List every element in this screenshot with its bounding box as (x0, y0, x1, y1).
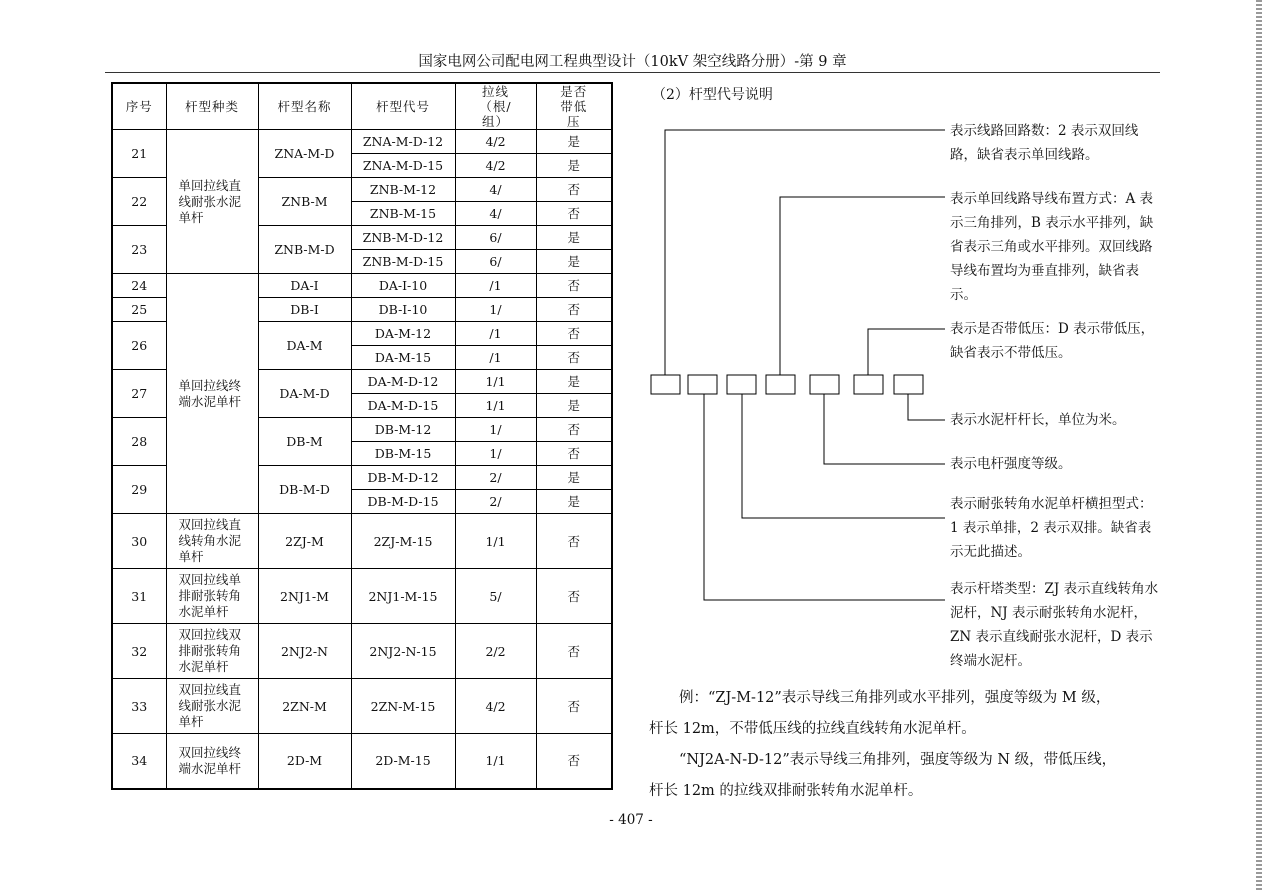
cell-pole-name: 2ZJ-M (258, 514, 351, 569)
cell-pole-code: ZNA-M-D-12 (351, 130, 455, 154)
cell-guy-count: /1 (455, 322, 536, 346)
cell-pole-name: DB-M-D (258, 466, 351, 514)
cell-pole-code: 2NJ2-N-15 (351, 624, 455, 679)
label-circuit-count: 表示线路回路数：2 表示双回线路，缺省表示单回线路。 (950, 123, 1139, 163)
pole-type-table (111, 82, 613, 790)
cell-low-voltage: 是 (536, 370, 612, 394)
cell-pole-code: DB-M-D-12 (351, 466, 455, 490)
code-box-2 (688, 375, 717, 394)
cell-pole-name: 2ZN-M (258, 679, 351, 734)
table-body (112, 130, 612, 789)
cell-pole-name: 2D-M (258, 734, 351, 789)
leader-low-voltage (868, 329, 945, 375)
diagram-title: （2）杆型代号说明 (652, 87, 773, 103)
cell-guy-count: 1/1 (455, 514, 536, 569)
code-box-5 (810, 375, 839, 394)
cell-pole-name: DA-M (258, 322, 351, 370)
cell-no: 25 (112, 298, 166, 322)
cell-guy-count: 1/ (455, 442, 536, 466)
cell-pole-category: 单回拉线终端水泥单杆 (166, 274, 258, 514)
cell-pole-name: ZNB-M (258, 178, 351, 226)
cell-low-voltage: 否 (536, 274, 612, 298)
cell-low-voltage: 是 (536, 466, 612, 490)
cell-pole-code: 2D-M-15 (351, 734, 455, 789)
label-crossarm-type: 表示耐张转角水泥单杆横担型式：1 表示单排，2 表示双排。缺省表示无此描述。 (950, 496, 1153, 560)
cell-no: 32 (112, 624, 166, 679)
code-box-7 (894, 375, 923, 394)
page-number: - 407 - (609, 812, 653, 828)
cell-low-voltage: 否 (536, 418, 612, 442)
cell-low-voltage: 否 (536, 178, 612, 202)
cell-pole-category: 双回拉线直线转角水泥单杆 (166, 514, 258, 569)
code-box-4 (766, 375, 795, 394)
cell-guy-count: 5/ (455, 569, 536, 624)
cell-pole-name: DA-I (258, 274, 351, 298)
cell-pole-code: ZNB-M-12 (351, 178, 455, 202)
cell-pole-code: ZNA-M-D-15 (351, 154, 455, 178)
cell-pole-category: 双回拉线终端水泥单杆 (166, 734, 258, 789)
label-pole-length: 表示水泥杆杆长，单位为米。 (950, 412, 1126, 428)
cell-low-voltage: 是 (536, 226, 612, 250)
col-header-type: 杆型种类 (166, 83, 258, 130)
table-row (112, 274, 612, 298)
cell-pole-category: 双回拉线双排耐张转角水泥单杆 (166, 624, 258, 679)
cell-low-voltage: 否 (536, 569, 612, 624)
table-row (112, 624, 612, 679)
cell-guy-count: 1/1 (455, 394, 536, 418)
col-header-code: 杆型代号 (351, 83, 455, 130)
col-header-name: 杆型名称 (258, 83, 351, 130)
cell-guy-count: 2/ (455, 490, 536, 514)
header-rule (105, 72, 1160, 73)
cell-guy-count: 6/ (455, 226, 536, 250)
cell-guy-count: 4/ (455, 202, 536, 226)
cell-low-voltage: 是 (536, 250, 612, 274)
cell-pole-code: 2NJ1-M-15 (351, 569, 455, 624)
label-low-voltage: 表示是否带低压：D 表示带低压，缺省表示不带低压。 (950, 321, 1155, 361)
label-tower-type: 表示杆塔类型：ZJ 表示直线转角水泥杆，NJ 表示耐张转角水泥杆，ZN 表示直线耐张水泥杆，D 表示终端水泥杆。 (950, 581, 1159, 669)
leader-circuit-count (665, 130, 945, 375)
example-2-line-1: “NJ2A-N-D-12”表示导线三角排列，强度等级为 N 级，带低压线， (679, 752, 1117, 768)
cell-low-voltage: 否 (536, 624, 612, 679)
cell-low-voltage: 否 (536, 679, 612, 734)
cell-no: 30 (112, 514, 166, 569)
label-strength-grade: 表示电杆强度等级。 (950, 456, 1072, 472)
code-box-3 (727, 375, 756, 394)
cell-low-voltage: 否 (536, 734, 612, 789)
cell-guy-count: 1/1 (455, 734, 536, 789)
cell-pole-category: 单回拉线直线耐张水泥单杆 (166, 130, 258, 274)
table-row (112, 514, 612, 569)
cell-guy-count: 4/2 (455, 130, 536, 154)
example-1-line-1: 例：“ZJ-M-12”表示导线三角排列或水平排列，强度等级为 M 级， (679, 690, 1111, 706)
cell-low-voltage: 否 (536, 322, 612, 346)
leader-strength-grade (824, 394, 945, 464)
cell-guy-count: /1 (455, 274, 536, 298)
cell-low-voltage: 是 (536, 394, 612, 418)
cell-pole-code: DB-I-10 (351, 298, 455, 322)
cell-pole-name: 2NJ2-N (258, 624, 351, 679)
leader-conductor-layout (780, 197, 945, 375)
cell-guy-count: 2/2 (455, 624, 536, 679)
table-row (112, 679, 612, 734)
cell-no: 27 (112, 370, 166, 418)
cell-low-voltage: 是 (536, 154, 612, 178)
cell-low-voltage: 是 (536, 490, 612, 514)
cell-pole-name: DA-M-D (258, 370, 351, 418)
cell-guy-count: 2/ (455, 466, 536, 490)
cell-pole-code: DB-M-15 (351, 442, 455, 466)
cell-guy-count: 4/2 (455, 679, 536, 734)
cell-pole-category: 双回拉线直线耐张水泥单杆 (166, 679, 258, 734)
table-header-row (112, 83, 612, 130)
cell-pole-name: ZNA-M-D (258, 130, 351, 178)
cell-pole-name: 2NJ1-M (258, 569, 351, 624)
cell-pole-code: DA-M-12 (351, 322, 455, 346)
cell-pole-code: ZNB-M-D-15 (351, 250, 455, 274)
cell-no: 26 (112, 322, 166, 370)
cell-pole-name: DB-M (258, 418, 351, 466)
cell-no: 34 (112, 734, 166, 789)
cell-low-voltage: 否 (536, 298, 612, 322)
cell-guy-count: 4/ (455, 178, 536, 202)
cell-pole-code: DA-M-15 (351, 346, 455, 370)
col-header-guy: 拉线（根/组） (455, 83, 536, 130)
cell-low-voltage: 否 (536, 346, 612, 370)
table-row (112, 734, 612, 789)
cell-no: 22 (112, 178, 166, 226)
leader-crossarm-type (742, 394, 945, 518)
cell-no: 31 (112, 569, 166, 624)
cell-guy-count: /1 (455, 346, 536, 370)
example-1-line-2: 杆长 12m，不带低压线的拉线直线转角水泥单杆。 (649, 721, 976, 737)
col-header-lv: 是否带低压 (536, 83, 612, 130)
table-row (112, 569, 612, 624)
leader-pole-length (908, 394, 945, 420)
cell-pole-code: DB-M-D-15 (351, 490, 455, 514)
cell-guy-count: 1/ (455, 418, 536, 442)
page-edge (1256, 0, 1262, 892)
col-header-no: 序号 (112, 83, 166, 130)
cell-no: 24 (112, 274, 166, 298)
cell-pole-name: ZNB-M-D (258, 226, 351, 274)
label-conductor-layout: 表示单回线路导线布置方式：A 表示三角排列，B 表示水平排列，缺省表示三角或水平排列。双回线路导线布置均为垂直排列，缺省表示。 (950, 191, 1154, 303)
cell-pole-code: DA-I-10 (351, 274, 455, 298)
cell-guy-count: 1/ (455, 298, 536, 322)
cell-pole-code: DA-M-D-15 (351, 394, 455, 418)
cell-no: 21 (112, 130, 166, 178)
cell-low-voltage: 否 (536, 442, 612, 466)
cell-pole-name: DB-I (258, 298, 351, 322)
cell-pole-code: 2ZJ-M-15 (351, 514, 455, 569)
code-structure-diagram (640, 110, 960, 610)
cell-pole-code: 2ZN-M-15 (351, 679, 455, 734)
cell-pole-code: ZNB-M-15 (351, 202, 455, 226)
code-box-1 (651, 375, 680, 394)
cell-pole-code: ZNB-M-D-12 (351, 226, 455, 250)
cell-guy-count: 1/1 (455, 370, 536, 394)
cell-pole-code: DB-M-12 (351, 418, 455, 442)
cell-low-voltage: 是 (536, 130, 612, 154)
cell-no: 29 (112, 466, 166, 514)
cell-low-voltage: 否 (536, 514, 612, 569)
cell-no: 23 (112, 226, 166, 274)
example-2-line-2: 杆长 12m 的拉线双排耐张转角水泥单杆。 (649, 783, 923, 799)
code-box-6 (854, 375, 883, 394)
cell-pole-code: DA-M-D-12 (351, 370, 455, 394)
cell-guy-count: 4/2 (455, 154, 536, 178)
cell-low-voltage: 否 (536, 202, 612, 226)
cell-no: 28 (112, 418, 166, 466)
cell-guy-count: 6/ (455, 250, 536, 274)
running-header: 国家电网公司配电网工程典型设计（10kV 架空线路分册）-第 9 章 (418, 54, 847, 70)
table-row (112, 130, 612, 154)
cell-pole-category: 双回拉线单排耐张转角水泥单杆 (166, 569, 258, 624)
cell-no: 33 (112, 679, 166, 734)
